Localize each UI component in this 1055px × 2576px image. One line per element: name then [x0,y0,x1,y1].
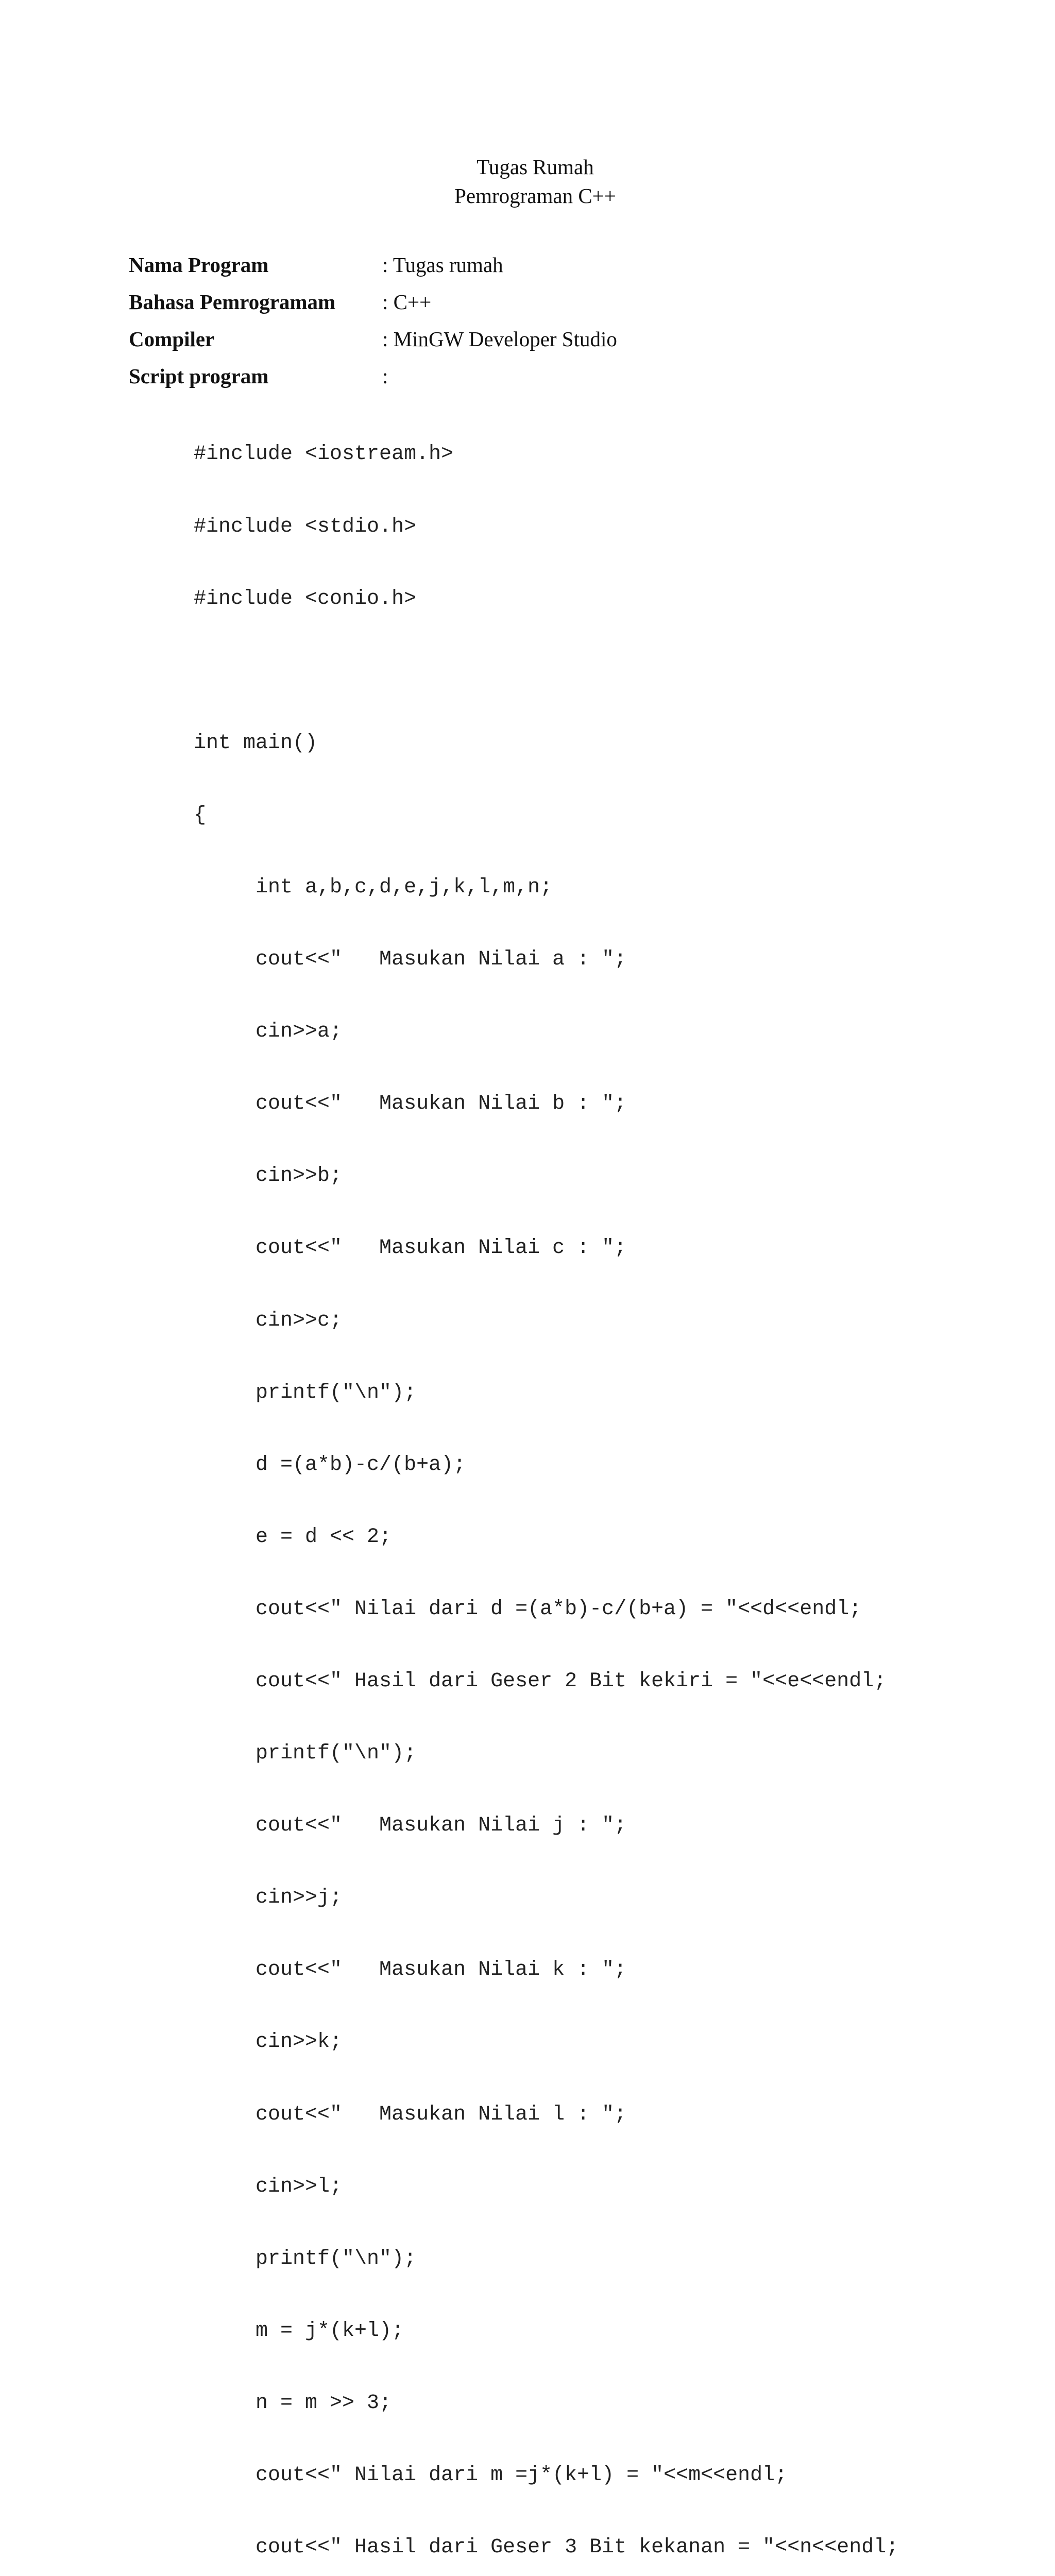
code-line: cin>>k; [194,2030,343,2054]
code-line [194,659,1018,684]
document-subtitle: Pemrograman C++ [454,184,616,208]
code-line: #include <iostream.h> [194,443,454,466]
info-row-program-name [129,246,953,283]
code-line: cin>>c; [194,1309,343,1332]
code-line: cout<<" Masukan Nilai b : "; [194,1092,627,1116]
info-value: : Tugas rumah [382,253,503,277]
code-line: cin>>j; [194,1886,343,1910]
code-line: cin>>l; [194,2175,343,2198]
code-line: printf("\n"); [194,2247,417,2270]
code-line: cin>>a; [194,1020,343,1044]
code-listing [194,395,1018,2576]
code-line: printf("\n"); [194,1742,417,1766]
code-line: printf("\n"); [194,1381,417,1404]
code-line: cout<<" Masukan Nilai c : "; [194,1236,627,1260]
code-line: int main() [194,731,318,755]
program-info [129,246,953,395]
info-row-compiler [129,320,953,358]
code-line: d =(a*b)-c/(b+a); [194,1453,466,1477]
code-line: cout<<" Masukan Nilai k : "; [194,1958,627,1982]
info-label: Script program [129,364,269,388]
info-value: : C++ [382,290,432,314]
info-label: Bahasa Pemrogramam [129,290,336,314]
code-line: m = j*(k+l); [194,2319,404,2343]
document-title: Tugas Rumah [477,155,594,179]
code-line: cout<<" Nilai dari d =(a*b)-c/(b+a) = "<<d<<endl; [194,1597,862,1621]
code-line: e = d << 2; [194,1525,392,1549]
info-value: : MinGW Developer Studio [382,327,617,351]
code-line: n = m >> 3; [194,2391,392,2415]
code-line: cout<<" Masukan Nilai j : "; [194,1814,627,1838]
info-value: : [382,364,388,388]
title-block [0,152,1055,210]
info-row-script [129,358,953,395]
code-line: cout<<" Hasil dari Geser 3 Bit kekanan = "<<n<<endl; [194,2536,899,2560]
code-line: cin>>b; [194,1164,343,1188]
code-line: cout<<" Nilai dari m =j*(k+l) = "<<m<<endl; [194,2464,788,2487]
code-line: #include <conio.h> [194,587,417,611]
code-line: int a,b,c,d,e,j,k,l,m,n; [194,875,553,899]
info-row-language [129,283,953,320]
code-line: cout<<" Masukan Nilai a : "; [194,948,627,972]
code-line: cout<<" Hasil dari Geser 2 Bit kekiri = "<<e<<endl; [194,1670,887,1693]
code-line: { [194,803,207,827]
info-label: Nama Program [129,253,269,277]
code-line: cout<<" Masukan Nilai l : "; [194,2103,627,2126]
code-line: #include <stdio.h> [194,515,417,538]
info-label: Compiler [129,327,215,351]
